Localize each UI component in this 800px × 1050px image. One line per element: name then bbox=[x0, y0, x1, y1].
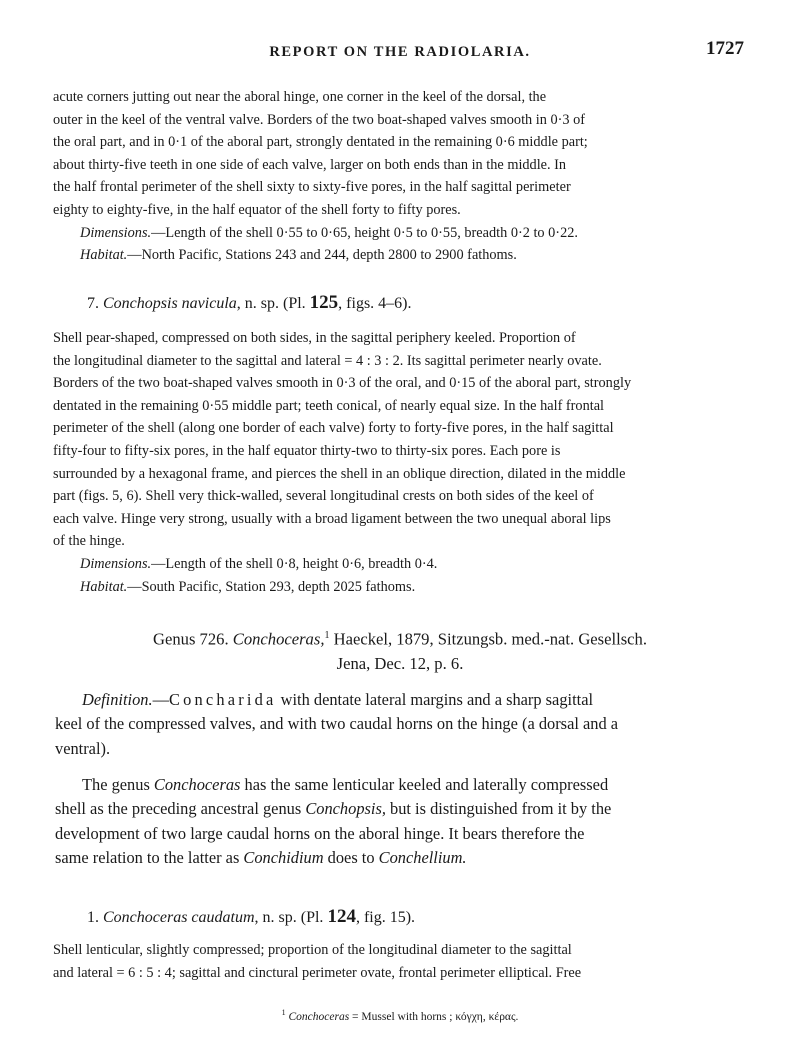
genus-ref: Conchopsis, bbox=[305, 799, 386, 819]
plate-number: 124 bbox=[327, 906, 356, 927]
family-name: Concharida bbox=[168, 690, 277, 709]
text-line: and lateral = 6 : 5 : 4; sagittal and cinctural perimeter ovate, frontal perimeter elliptical. Free bbox=[53, 964, 582, 981]
genus-ref: Conchellium. bbox=[378, 847, 467, 867]
text-line: fifty-four to fifty-six pores, in the half equator thirty-two to thirty-six pores. Each pore is bbox=[53, 442, 561, 459]
habitat-label: Habitat. bbox=[80, 247, 128, 264]
discussion-text: does to bbox=[323, 847, 379, 867]
habitat-line bbox=[53, 244, 743, 267]
definition-label: Definition. bbox=[82, 690, 153, 709]
genus-ref: Conchidium bbox=[243, 847, 324, 867]
text-line: Shell pear-shaped, compressed on both sides, in the sagittal periphery keeled. Proportion of bbox=[53, 330, 576, 346]
species-number: 7. bbox=[87, 295, 99, 312]
species-name: Conchopsis navicula bbox=[103, 295, 237, 312]
footnote-mark: 1 bbox=[281, 1008, 286, 1017]
discussion-text: shell as the preceding ancestral genus bbox=[55, 799, 306, 819]
footnote-text: = Mussel with horns ; κόγχη, κέρας. bbox=[349, 1010, 519, 1023]
text-line: surrounded by a hexagonal frame, and pierces the shell in an oblique direction, dilated in the middle bbox=[53, 465, 626, 482]
dimensions-line bbox=[53, 222, 743, 245]
text-line: acute corners jutting out near the aboral hinge, one corner in the keel of the dorsal, the bbox=[53, 89, 547, 105]
species-heading bbox=[87, 906, 415, 928]
text-line: each valve. Hinge very strong, usually with a broad ligament between the two unequal aboral lips bbox=[53, 510, 611, 527]
footnote-marker: 1 bbox=[324, 630, 330, 641]
footnote-term: Conchoceras bbox=[288, 1010, 350, 1023]
habitat-text: —South Pacific, Station 293, depth 2025 fathoms. bbox=[127, 578, 416, 595]
dimensions-line bbox=[53, 553, 743, 576]
genus-ref: Conchoceras bbox=[153, 775, 241, 794]
discussion-text: development of two large caudal horns on the aboral hinge. It bears therefore the bbox=[55, 823, 585, 843]
plate-number: 125 bbox=[309, 292, 339, 313]
species-suffix: , n. sp. (Pl. bbox=[236, 295, 306, 312]
text-line: eighty to eighty-five, in the half equator of the shell forty to fifty pores. bbox=[53, 201, 461, 218]
discussion-text: has the same lenticular keeled and laterally compressed bbox=[240, 775, 609, 794]
genus-line bbox=[0, 624, 800, 652]
running-title: REPORT ON THE RADIOLARIA. bbox=[269, 44, 531, 60]
definition-text: with dentate lateral margins and a sharp sagittal bbox=[280, 690, 594, 709]
text-line: Shell lenticular, slightly compressed; proportion of the longitudinal diameter to the sagittal bbox=[53, 942, 572, 958]
page-header bbox=[0, 38, 800, 68]
text-line: of the hinge. bbox=[53, 533, 125, 550]
text-line: dentated in the remaining 0·55 middle part; teeth conical, of nearly equal size. In the half frontal bbox=[53, 397, 605, 414]
discussion-text: The genus bbox=[82, 775, 154, 794]
definition-dash: — bbox=[152, 690, 169, 709]
species-description bbox=[53, 327, 743, 598]
text-line: the oral part, and in 0·1 of the aboral part, strongly dentated in the remaining 0·6 middle part; bbox=[53, 134, 588, 151]
footnote bbox=[0, 1008, 800, 1023]
dimensions-label: Dimensions. bbox=[80, 224, 152, 241]
figure-ref: , fig. 15). bbox=[355, 909, 416, 926]
dimensions-text: —Length of the shell 0·55 to 0·65, height 0·5 to 0·55, breadth 0·2 to 0·22. bbox=[151, 224, 578, 241]
figure-ref: , figs. 4–6). bbox=[338, 295, 412, 312]
text-line: part (figs. 5, 6). Shell very thick-walled, several longitudinal crests on both sides of the keel of bbox=[53, 488, 594, 505]
species-number: 1. bbox=[87, 909, 99, 926]
genus-citation-line: Jena, Dec. 12, p. 6. bbox=[336, 653, 464, 673]
discussion-paragraph bbox=[55, 773, 745, 870]
continued-description bbox=[53, 86, 743, 267]
text-line: about thirty-five teeth in one side of each valve, larger on both ends than in the middle. In bbox=[53, 156, 567, 173]
text-line: the half frontal perimeter of the shell sixty to sixty-five pores, in the half sagittal perimeter bbox=[53, 179, 571, 196]
definition-paragraph bbox=[55, 688, 745, 761]
text-line: outer in the keel of the ventral valve. Borders of the two boat-shaped valves smooth in 0·3 of bbox=[53, 111, 586, 128]
species-heading bbox=[87, 292, 412, 314]
text-line: the longitudinal diameter to the sagittal and lateral = 4 : 3 : 2. Its sagittal perimeter nearly ovate. bbox=[53, 352, 602, 369]
discussion-text: same relation to the latter as bbox=[55, 847, 244, 867]
definition-text: keel of the compressed valves, and with two caudal horns on the hinge (a dorsal and a bbox=[55, 714, 619, 734]
genus-heading bbox=[0, 624, 800, 676]
habitat-line bbox=[53, 576, 743, 599]
habitat-label: Habitat. bbox=[80, 578, 128, 595]
habitat-text: —North Pacific, Stations 243 and 244, depth 2800 to 2900 fathoms. bbox=[127, 247, 517, 264]
text-line: Borders of the two boat-shaped valves smooth in 0·3 of the oral, and 0·15 of the aboral part, strongly bbox=[53, 375, 632, 392]
page-number: 1727 bbox=[706, 38, 744, 59]
species-suffix: , n. sp. (Pl. bbox=[254, 909, 324, 926]
discussion-text: but is distinguished from it by the bbox=[385, 799, 612, 819]
definition-text: ventral). bbox=[55, 738, 111, 758]
dimensions-text: —Length of the shell 0·8, height 0·6, breadth 0·4. bbox=[151, 555, 438, 572]
genus-citation: Haeckel, 1879, Sitzungsb. med.-nat. Gesellsch. bbox=[333, 629, 647, 649]
species-name: Conchoceras caudatum bbox=[103, 909, 255, 926]
species-description bbox=[53, 939, 743, 984]
text-line: perimeter of the shell (along one border of each valve) forty to forty-five pores, in the half sagittal bbox=[53, 420, 614, 437]
dimensions-label: Dimensions. bbox=[80, 555, 152, 572]
genus-number: Genus 726. bbox=[153, 629, 229, 649]
genus-name: Conchoceras, bbox=[232, 629, 325, 649]
